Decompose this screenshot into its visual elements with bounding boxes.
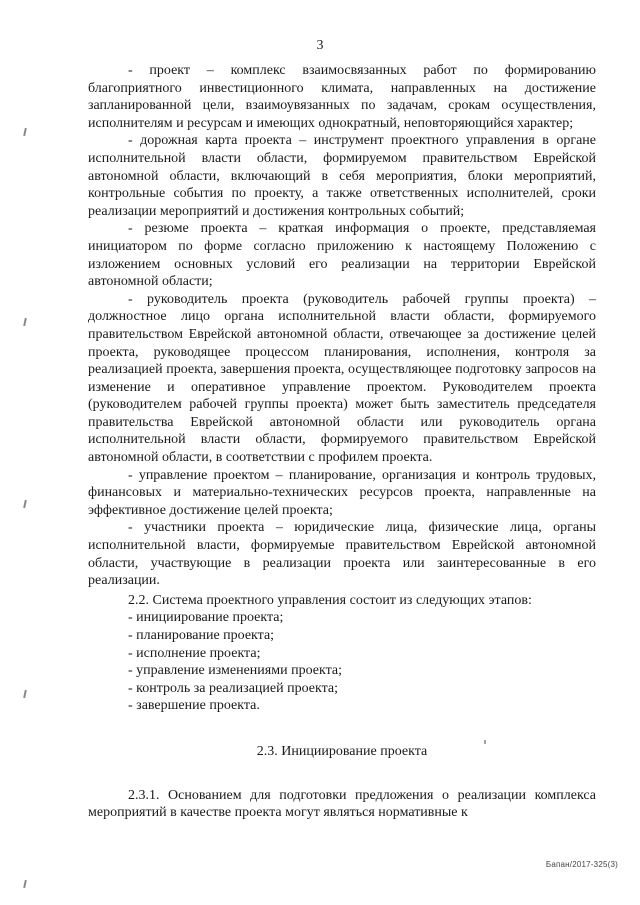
section-2-3-heading: 2.3. Инициирование проекта: [256, 743, 428, 759]
definition-project-manager: - руководитель проекта (руководитель рабочей группы проекта) – должностное лицо органа исполнительной власти области, формируемого правительством Еврейской автономной области, отвечающее за достижение целей проекта, руководящее процессом планирования, исполнения, контроля за реализацией проекта, завершения проекта, осуществляющее подготовку запросов на изменение и оперативное управление проектом. Руководителем проекта (руководителем рабочей группы проекта) может быть заместитель председателя правительства Еврейской автономной области или руководитель органа исполнительной власти области, формируемого правительством Еврейской автономной области, в соответствии с профилем проекта.: [88, 291, 596, 466]
scan-mark: [23, 880, 27, 888]
stage-item: - планирование проекта;: [128, 628, 275, 643]
stage-item: - управление изменениями проекта;: [128, 663, 342, 679]
document-code: Бапан/2017-325(3): [545, 860, 618, 869]
scan-mark: [23, 128, 27, 136]
section-2-3-1-text: 2.3.1. Основанием для подготовки предложения о реализации комплекса мероприятий в качестве проекта могут являться нормативные к: [88, 787, 596, 821]
stages-list: [88, 609, 596, 715]
stage-item: - завершение проекта.: [128, 698, 260, 714]
scan-mark: [23, 318, 27, 326]
definition-project-summary: - резюме проекта – краткая информация о проекте, представляемая инициатором по форме согласно приложению к настоящему Положению с изложением основных условий его реализации на территории Еврейской автономной области;: [88, 221, 596, 290]
page-number: 3: [316, 38, 324, 53]
scan-mark: [23, 690, 27, 698]
document-body: [88, 62, 596, 822]
definition-project-management: - управление проектом – планирование, организация и контроль трудовых, финансовых и материально-технических ресурсов проекта, направленные на эффективное достижение целей проекта;: [88, 467, 596, 518]
section-2-2-intro: 2.2. Система проектного управления состоит из следующих этапов:: [128, 592, 532, 608]
definition-project-participants: - участники проекта – юридические лица, физические лица, органы исполнительной власти, формируемые правительством Еврейской автономной области, участвующие в реализации проекта или заинтересованные в его реализации.: [88, 520, 596, 589]
definition-project: - проект – комплекс взаимосвязанных работ по формированию благоприятного инвестиционного климата, направленных на достижение запланированной цели, взаимоувязанных по задачам, срокам осуществления, исполнителям и ресурсам и имеющих однократный, неповторяющийся характер;: [88, 63, 596, 131]
scan-mark: [23, 500, 27, 508]
scan-speck: [484, 740, 486, 744]
definition-roadmap: - дорожная карта проекта – инструмент проектного управления в органе исполнительной власти области, формируемом правительством Еврейской автономной области, включающий в себя мероприятия, блоки мероприятий, контрольные события по проекту, а также ответственных исполнителей, сроки реализации мероприятий и достижения контрольных событий;: [88, 133, 596, 219]
stage-item: - инициирование проекта;: [128, 610, 284, 626]
stage-item: - исполнение проекта;: [128, 645, 261, 661]
stage-item: - контроль за реализацией проекта;: [128, 680, 338, 696]
